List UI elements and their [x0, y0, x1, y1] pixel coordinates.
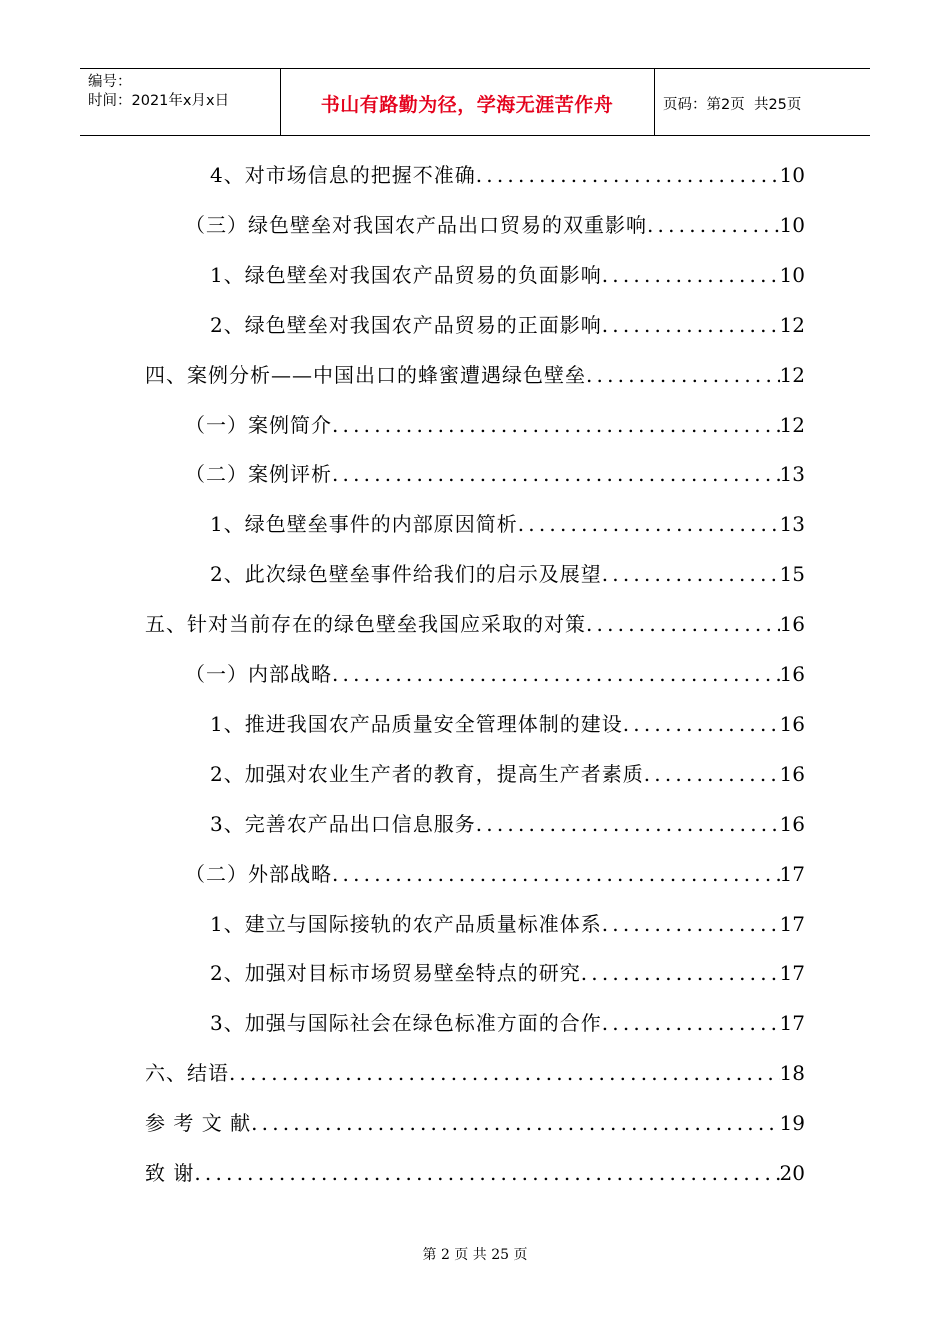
toc-entry-page: 16: [779, 712, 805, 736]
toc-entry[interactable]: [210, 909, 805, 939]
toc-entry-title: （二）外部战略: [185, 862, 332, 886]
toc-dot-leader: [476, 809, 780, 839]
time-label: 时间：2021年x月x日: [88, 93, 230, 109]
toc-dot-leader: [602, 310, 780, 340]
toc-dot-leader: [623, 709, 780, 739]
toc-entry-title: 四、案例分析——中国出口的蜂蜜遭遇绿色壁垒: [145, 363, 586, 387]
toc-entry-page: 16: [779, 662, 805, 686]
toc-dot-leader: [332, 659, 780, 689]
number-label: 编号：: [88, 74, 132, 90]
toc-dot-leader: [602, 559, 780, 589]
toc-entry[interactable]: [210, 1008, 805, 1038]
toc-entry[interactable]: [210, 260, 805, 290]
toc-entry[interactable]: [210, 559, 805, 589]
toc-entry[interactable]: [145, 1158, 805, 1188]
toc-entry-title: 2、此次绿色壁垒事件给我们的启示及展望: [210, 562, 602, 586]
header-page-info: 页码：第2页 共25页: [663, 96, 802, 113]
toc-entry[interactable]: [145, 1108, 805, 1138]
toc-entry-page: 18: [779, 1061, 805, 1085]
toc-entry[interactable]: [185, 659, 805, 689]
toc-entry-title: 参 考 文 献: [145, 1111, 252, 1135]
toc-dot-leader: [476, 160, 780, 190]
toc-entry[interactable]: [210, 160, 805, 190]
toc-dot-leader: [518, 509, 780, 539]
toc-entry-page: 17: [779, 862, 805, 886]
toc-entry[interactable]: [145, 609, 805, 639]
toc-entry-title: 1、建立与国际接轨的农产品质量标准体系: [210, 912, 602, 936]
toc-entry[interactable]: [210, 709, 805, 739]
toc-dot-leader: [332, 459, 780, 489]
toc-entry-page: 16: [779, 612, 805, 636]
toc-dot-leader: [581, 958, 780, 988]
toc-dot-leader: [194, 1158, 779, 1188]
toc-entry-page: 10: [779, 213, 805, 237]
toc-entry-title: 1、绿色壁垒事件的内部原因简析: [210, 512, 518, 536]
toc-entry-page: 19: [779, 1111, 805, 1135]
toc-dot-leader: [586, 360, 780, 390]
toc-entry[interactable]: [185, 210, 805, 240]
toc-dot-leader: [332, 859, 780, 889]
toc-dot-leader: [251, 1108, 779, 1138]
toc-entry-title: 致 谢: [145, 1161, 195, 1185]
toc-entry-title: 六、结语: [145, 1061, 229, 1085]
toc-entry[interactable]: [145, 1058, 805, 1088]
toc-entry-title: （二）案例评析: [185, 462, 332, 486]
header-motto: 书山有路勤为径，学海无涯苦作舟: [320, 93, 614, 116]
toc-entry[interactable]: [185, 410, 805, 440]
toc-entry-title: （三）绿色壁垒对我国农产品出口贸易的双重影响: [185, 213, 647, 237]
toc-dot-leader: [602, 909, 780, 939]
document-header: [80, 68, 870, 136]
toc-entry-title: 1、推进我国农产品质量安全管理体制的建设: [210, 712, 623, 736]
toc-entry-title: 2、绿色壁垒对我国农产品贸易的正面影响: [210, 313, 602, 337]
toc-dot-leader: [602, 260, 780, 290]
toc-entry-page: 13: [779, 512, 805, 536]
toc-entry-page: 15: [779, 562, 805, 586]
toc-entry-title: （一）案例简介: [185, 413, 332, 437]
toc-entry-page: 10: [779, 263, 805, 287]
toc-entry-title: （一）内部战略: [185, 662, 332, 686]
toc-entry-page: 16: [779, 812, 805, 836]
toc-entry-page: 12: [779, 313, 805, 337]
toc-entry-page: 17: [779, 1011, 805, 1035]
toc-entry-page: 13: [779, 462, 805, 486]
toc-entry-title: 2、加强对目标市场贸易壁垒特点的研究: [210, 961, 581, 985]
document-meta: [88, 73, 229, 111]
toc-entry[interactable]: [185, 859, 805, 889]
toc-dot-leader: [586, 609, 780, 639]
toc-dot-leader: [644, 759, 780, 789]
toc-entry[interactable]: [210, 759, 805, 789]
header-divider: [654, 69, 655, 135]
toc-entry-page: 10: [779, 163, 805, 187]
toc-entry-page: 12: [779, 363, 805, 387]
toc-entry-page: 16: [779, 762, 805, 786]
toc-entry-title: 2、加强对农业生产者的教育，提高生产者素质: [210, 762, 644, 786]
toc-entry-title: 五、针对当前存在的绿色壁垒我国应采取的对策: [145, 612, 586, 636]
toc-entry-title: 3、完善农产品出口信息服务: [210, 812, 476, 836]
toc-dot-leader: [229, 1058, 780, 1088]
toc-entry-title: 1、绿色壁垒对我国农产品贸易的负面影响: [210, 263, 602, 287]
toc-dot-leader: [602, 1008, 780, 1038]
toc-entry-title: 4、对市场信息的把握不准确: [210, 163, 476, 187]
toc-entry[interactable]: [210, 958, 805, 988]
toc-entry[interactable]: [210, 809, 805, 839]
page-footer: 第 2 页 共 25 页: [422, 1247, 528, 1263]
toc-dot-leader: [332, 410, 780, 440]
toc-entry-page: 17: [779, 961, 805, 985]
toc-entry-page: 17: [779, 912, 805, 936]
toc-entry[interactable]: [210, 509, 805, 539]
toc-dot-leader: [647, 210, 780, 240]
toc-entry-page: 12: [779, 413, 805, 437]
toc-entry[interactable]: [185, 459, 805, 489]
toc-entry-title: 3、加强与国际社会在绿色标准方面的合作: [210, 1011, 602, 1035]
toc-entry-page: 20: [779, 1161, 805, 1185]
toc-entry[interactable]: [145, 360, 805, 390]
toc-entry[interactable]: [210, 310, 805, 340]
